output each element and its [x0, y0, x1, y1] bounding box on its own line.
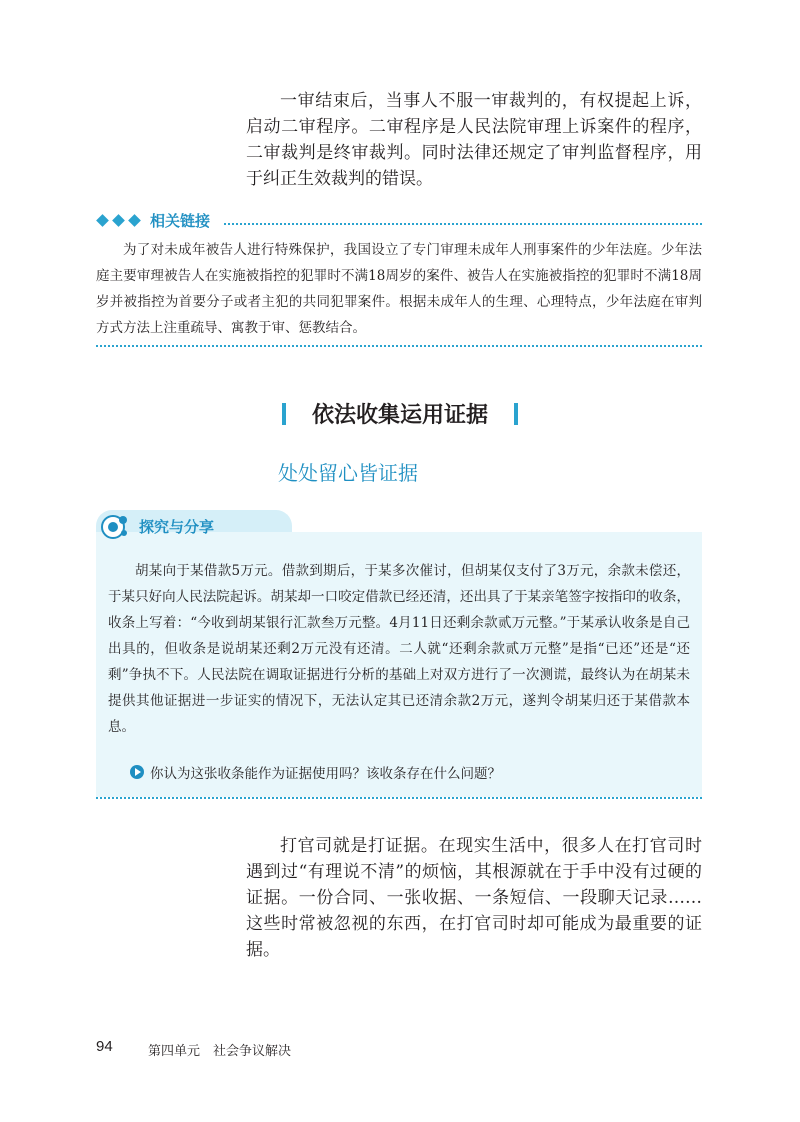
- heading-bar-left: [282, 403, 286, 425]
- footer-unit: 第四单元 社会争议解决: [148, 1044, 292, 1059]
- question-arrow-icon: [130, 765, 144, 779]
- related-link-title: 相关链接: [150, 212, 211, 230]
- diamond-icon: [112, 214, 125, 227]
- section-heading: [0, 398, 800, 429]
- dotted-divider: [96, 797, 702, 799]
- paragraph-evidence: 打官司就是打证据。在现实生活中，很多人在打官司时遇到过“有理说不清”的烦恼，其根源就在于手中没有过硬的证据。一份合同、一张收据、一条短信、一段聊天记录……这些时常被忽视的东西，在打官司时却可能成为最重要的证据。: [246, 836, 702, 960]
- explore-case-text: 胡某向于某借款5万元。借款到期后，于某多次催讨，但胡某仅支付了3万元，余款未偿还，于某只好向人民法院起诉。胡某却一口咬定借款已经还清，还出具了于某亲笔签字按指印的收条，收条上写着：“今收到胡某银行汇款叁万元整。4月11日还剩余款贰万元整。”于某承认收条是自己出具的，但收条是说胡某还剩2万元没有还清。二人就“还剩余款贰万元整”是指“已还”还是“还剩”争执不下。人民法院在调取证据进行分析的基础上对双方进行了一次测谎，最终认为在胡某未提供其他证据进一步证实的情况下，无法认定其已还清余款2万元，遂判令胡某归还于某借款本息。: [108, 563, 690, 735]
- diamond-icon: [96, 214, 109, 227]
- explore-title: 探究与分享: [139, 518, 215, 536]
- explore-icon: [101, 514, 129, 540]
- heading-bar-right: [514, 403, 518, 425]
- dotted-divider: [224, 223, 702, 225]
- dotted-divider: [96, 345, 702, 347]
- related-link-header: [96, 210, 702, 232]
- related-link-text: 为了对未成年被告人进行特殊保护，我国设立了专门审理未成年人刑事案件的少年法庭。少年法庭主要审理被告人在实施被指控的犯罪时不满18周岁的案件、被告人在实施被指控的犯罪时不满18周岁并被指控为首要分子或者主犯的共同犯罪案件。根据未成年人的生理、心理特点，少年法庭在审判方式方法上注重疏导、寓教于审、惩教结合。: [96, 242, 702, 336]
- diamond-icon-group: [96, 213, 141, 228]
- page-number: 94: [96, 1038, 113, 1055]
- explore-question: [130, 762, 501, 782]
- question-text: 你认为这张收条能作为证据使用吗？该收条存在什么问题？: [150, 766, 501, 782]
- section-title: 依法收集运用证据: [311, 403, 488, 428]
- subsection-title: 处处留心皆证据: [278, 461, 418, 485]
- paragraph-appeal-procedure: 一审结束后，当事人不服一审裁判的，有权提起上诉，启动二审程序。二审程序是人民法院审理上诉案件的程序，二审裁判是终审裁判。同时法律还规定了审判监督程序，用于纠正生效裁判的错误。: [246, 91, 702, 189]
- diamond-icon: [128, 214, 141, 227]
